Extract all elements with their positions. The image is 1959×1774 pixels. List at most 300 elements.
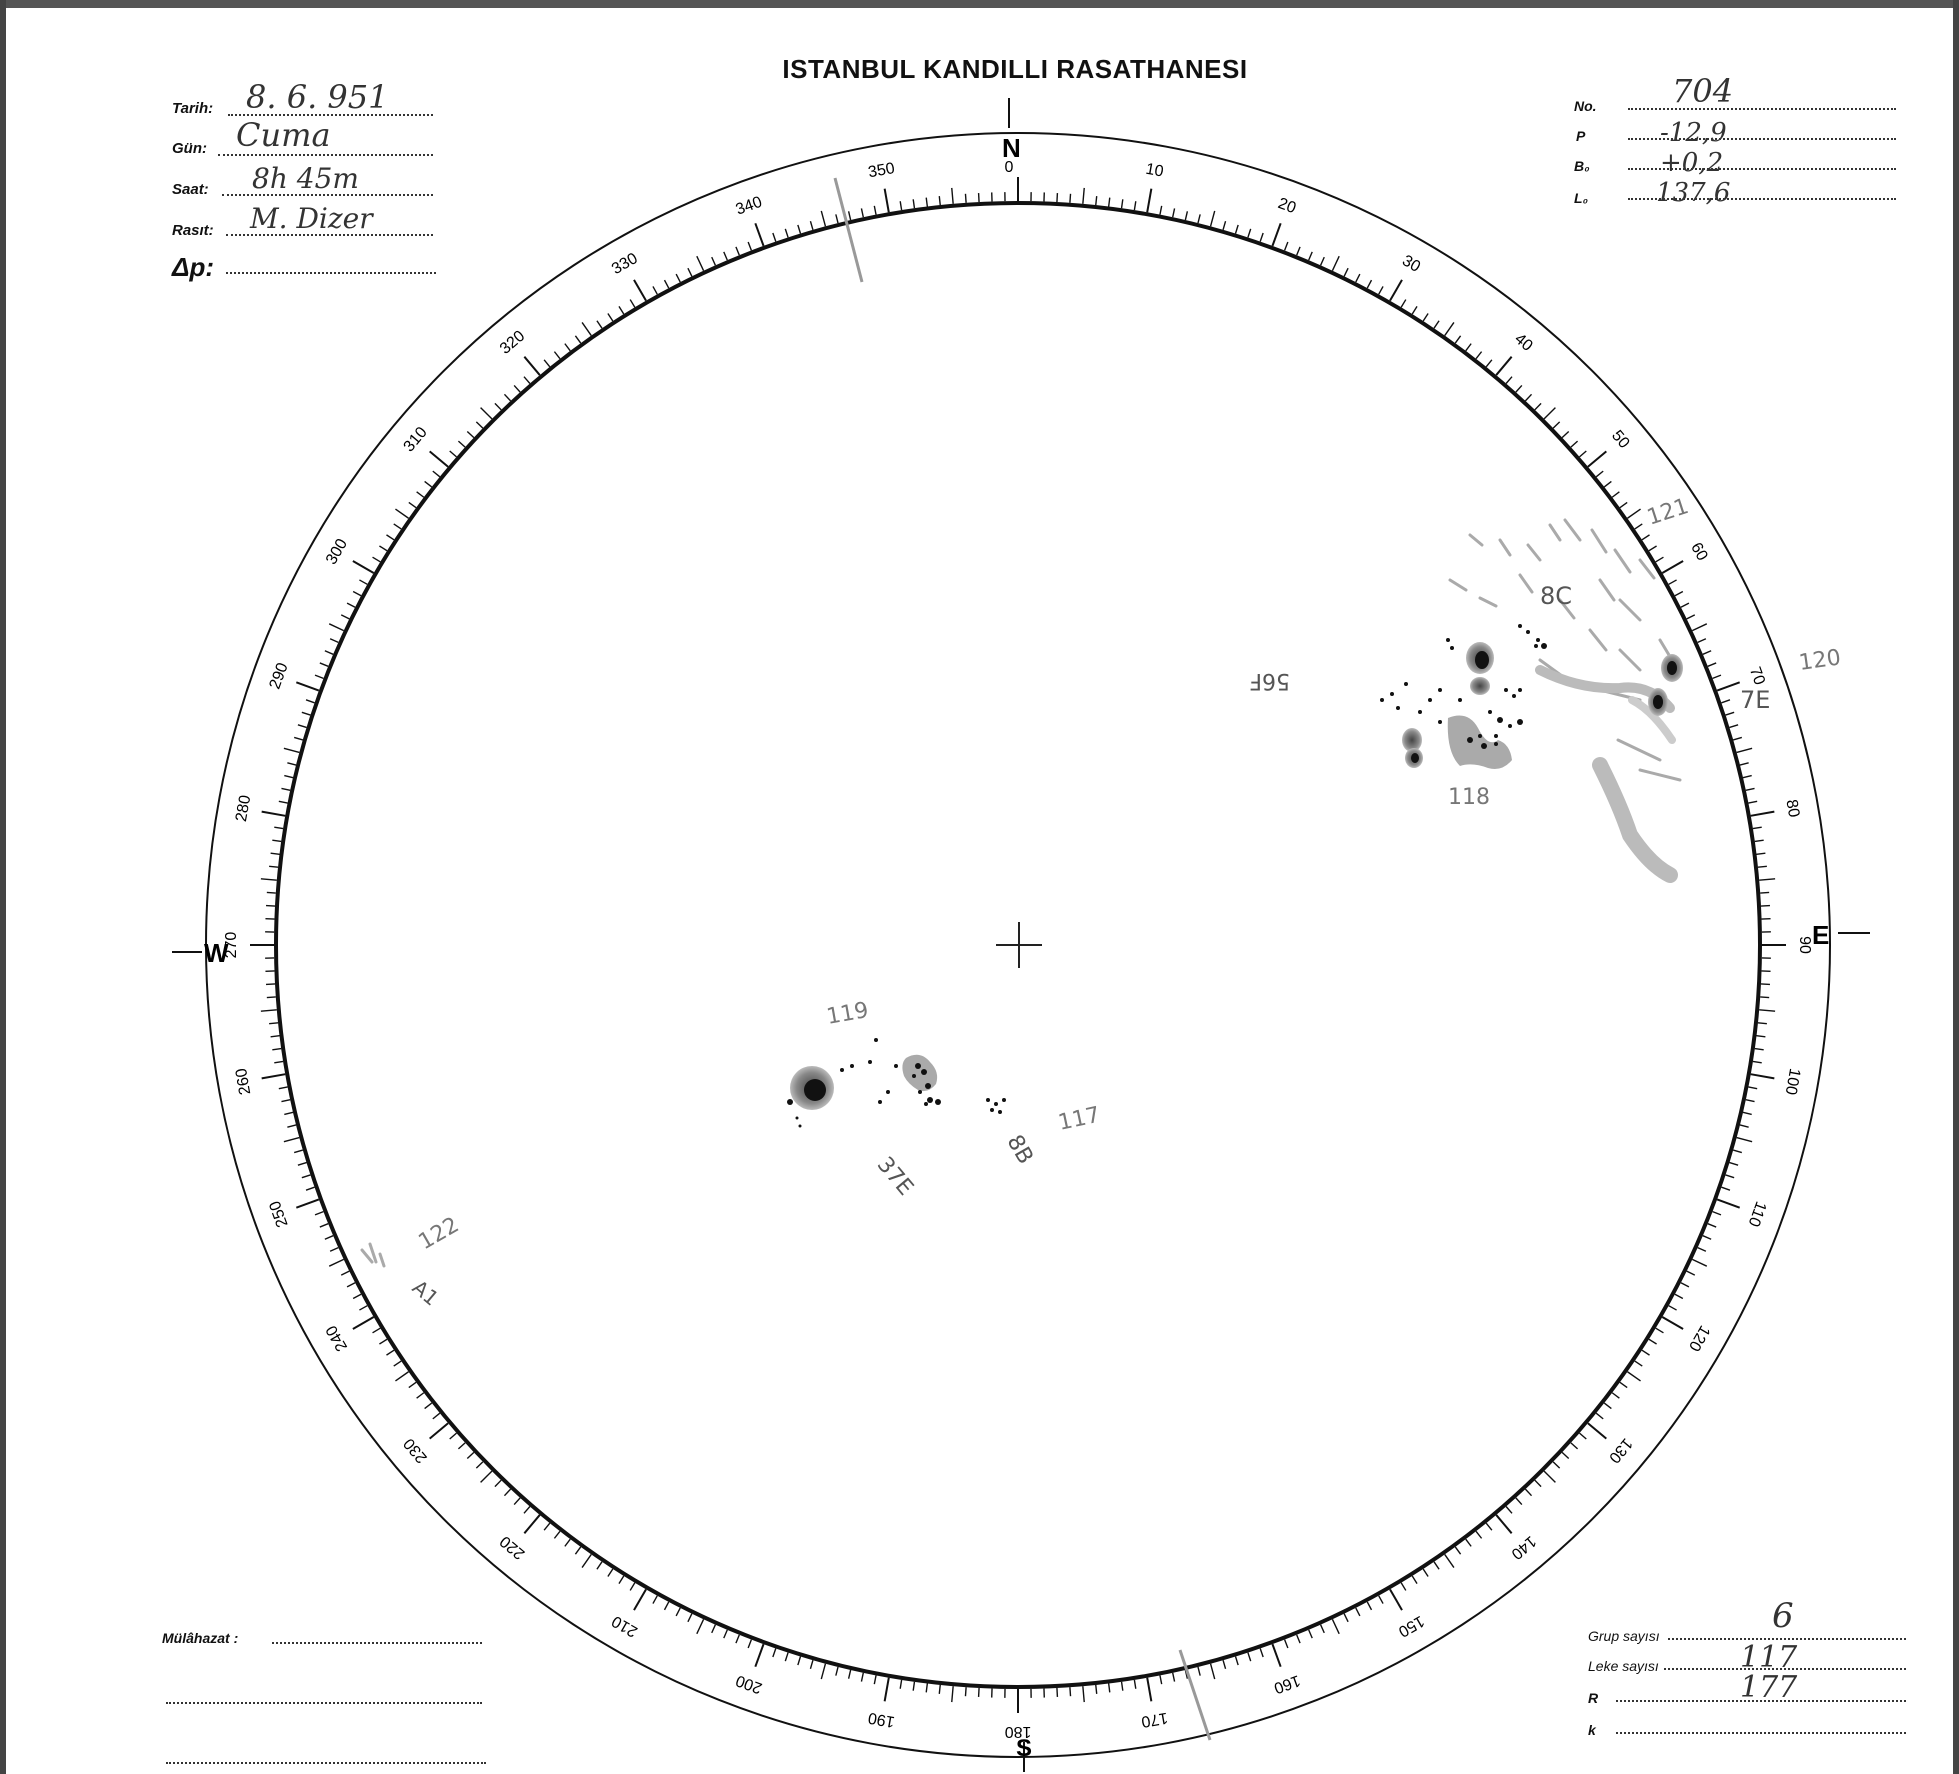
scale-tick (1588, 1423, 1606, 1438)
scale-tick (409, 1382, 416, 1387)
scale-label: 300 (323, 536, 352, 568)
scale-tick (1562, 431, 1569, 437)
north-label: N (1002, 133, 1021, 163)
scale-tick (630, 1583, 635, 1591)
scale-tick (296, 1199, 319, 1207)
scale-tick (755, 223, 763, 246)
scale-tick (325, 1236, 333, 1240)
scale-tick (353, 591, 361, 595)
scale-tick (913, 199, 914, 208)
field-label-day: Gün: (172, 140, 207, 157)
scale-tick (1713, 675, 1721, 678)
scale-tick (353, 561, 374, 573)
scale-tick (1726, 712, 1735, 715)
scale-tick (417, 1393, 424, 1398)
scale-tick (1185, 211, 1187, 220)
scale-tick (1160, 206, 1162, 215)
scale-label: 290 (266, 660, 292, 692)
scale-label: 80 (1782, 798, 1803, 819)
scale-tick (1571, 441, 1578, 447)
scale-tick (1516, 385, 1522, 392)
scale-tick (302, 712, 311, 715)
scale-tick (495, 403, 501, 409)
scale-tick (1321, 257, 1325, 265)
scale-tick (810, 221, 812, 230)
scale-tick (272, 1049, 281, 1050)
scale-tick (1708, 663, 1716, 666)
scale-tick (849, 211, 851, 220)
scale-tick (913, 1682, 914, 1691)
scale-tick (1726, 1175, 1735, 1178)
scale-label: 60 (1687, 539, 1711, 564)
scale-label: 260 (232, 1066, 255, 1097)
scale-tick (676, 1608, 680, 1616)
scale-tick (524, 357, 539, 375)
scale-label: 10 (1144, 160, 1165, 181)
scale-label: 210 (609, 1611, 641, 1640)
scale-tick (347, 603, 355, 607)
scale-tick (1756, 1036, 1765, 1037)
scale-tick (1285, 1640, 1288, 1648)
scale-tick (736, 247, 739, 255)
scale-tick (386, 1350, 394, 1355)
scale-tick (1756, 853, 1765, 854)
scale-tick (450, 451, 457, 457)
scale-tick (900, 201, 901, 210)
scale-tick (467, 1452, 474, 1458)
scale-tick (1740, 1125, 1749, 1127)
scale-tick (1729, 1163, 1738, 1166)
scale-tick (1733, 737, 1742, 739)
scale-label: 250 (266, 1198, 292, 1230)
scale-tick (1604, 1403, 1611, 1409)
scale-tick (330, 639, 338, 643)
scale-tick (1356, 1608, 1360, 1616)
scale-tick (664, 1602, 668, 1610)
scale-tick (1553, 1462, 1559, 1468)
center-cross (996, 922, 1042, 968)
scale-tick (262, 1074, 286, 1078)
sunspot-region-southwest (787, 1038, 1006, 1128)
scale-tick (1496, 1515, 1511, 1533)
scale-tick (544, 360, 550, 367)
scale-label: 140 (1507, 1532, 1540, 1563)
scale-tick (1596, 1413, 1603, 1419)
scale-label: 20 (1275, 195, 1299, 218)
scale-tick (1687, 1271, 1695, 1275)
scale-tick (481, 408, 492, 419)
field-label-date: Tarih: (172, 100, 214, 117)
spot-count-label: Leke sayısı (1588, 1658, 1659, 1674)
scale-tick (554, 1531, 560, 1538)
scale-tick (1692, 624, 1707, 631)
south-label: S (1016, 1735, 1033, 1762)
field-value-l0: 137,6 (1656, 178, 1731, 208)
scale-tick (458, 1443, 465, 1449)
scale-tick (279, 1087, 288, 1089)
scale-tick (279, 801, 288, 803)
scale-tick (1486, 1523, 1492, 1530)
scale-tick (885, 189, 889, 213)
scale-tick (1525, 1489, 1531, 1496)
scale-tick (1248, 1653, 1251, 1662)
scale-tick (1096, 1685, 1097, 1694)
east-label: E (1812, 920, 1830, 950)
label-group-119: 119 (824, 997, 871, 1030)
scale-tick (1367, 1602, 1371, 1610)
scale-tick (1620, 502, 1627, 507)
scale-tick (1134, 201, 1135, 210)
scale-tick (1356, 274, 1360, 282)
scale-tick (467, 431, 474, 437)
scale-tick (1751, 812, 1775, 816)
scale-tick (798, 1656, 801, 1665)
scale-tick (619, 306, 624, 314)
scale-label: 70 (1745, 664, 1768, 688)
field-value-time: 8h 45m (252, 162, 359, 195)
scale-tick (1703, 651, 1711, 655)
scale-tick (1455, 336, 1460, 343)
field-label-p: P (1576, 128, 1586, 144)
scale-tick (1737, 1138, 1752, 1142)
scale-tick (1553, 422, 1559, 428)
scale-tick (267, 892, 276, 893)
scale-tick (1297, 247, 1300, 255)
alignment-mark-north (835, 178, 862, 282)
scale-tick (608, 313, 613, 321)
scale-tick (900, 1680, 901, 1689)
scale-tick (1122, 199, 1123, 208)
scale-tick (1604, 481, 1611, 487)
scale-tick (1758, 866, 1767, 867)
scale-tick (315, 675, 323, 678)
scale-label: 130 (1605, 1434, 1636, 1467)
scale-tick (1703, 1236, 1711, 1240)
scale-tick (274, 1061, 283, 1062)
scale-tick (1211, 211, 1215, 226)
west-label: W (204, 938, 229, 968)
scale-tick (1544, 408, 1555, 419)
scale-tick (341, 615, 349, 619)
scale-label: 50 (1608, 427, 1633, 452)
scale-tick (1445, 1554, 1454, 1567)
scale-tick (271, 1036, 280, 1037)
scale-tick (554, 352, 560, 359)
scale-tick (1476, 352, 1482, 359)
scale-label: 30 (1399, 252, 1424, 276)
scale-tick (1753, 827, 1762, 828)
scale-tick (1669, 580, 1677, 584)
field-label-b0: B₀ (1574, 158, 1590, 174)
scale-label: 40 (1511, 330, 1536, 355)
scale-tick (1662, 1317, 1683, 1329)
scale-label: 310 (400, 423, 431, 456)
scale-tick (1147, 189, 1151, 213)
scale-tick (281, 1100, 290, 1102)
scale-label: 170 (1139, 1708, 1170, 1731)
scale-tick (1096, 196, 1097, 205)
scale-tick (481, 1471, 492, 1482)
scale-tick (1344, 268, 1348, 276)
scale-tick (1332, 256, 1339, 271)
scale-tick (565, 1539, 570, 1546)
field-label-time: Saat: (172, 181, 209, 198)
scale-tick (294, 737, 303, 739)
scale-label: 100 (1781, 1066, 1804, 1097)
scale-tick (1379, 286, 1383, 294)
scale-tick (653, 1596, 657, 1604)
scale-tick (1379, 1596, 1383, 1604)
scan-edge-right (1953, 0, 1959, 1774)
scale-tick (619, 1576, 624, 1584)
label-class-8c: 8C (1540, 582, 1573, 610)
scale-tick (1083, 1686, 1084, 1702)
scale-tick (926, 1683, 927, 1692)
scale-tick (773, 1648, 776, 1657)
sunspot-region-west-limb (362, 1244, 384, 1266)
scale-tick (1746, 1100, 1755, 1102)
scale-label: 320 (496, 327, 529, 358)
scale-tick (798, 225, 801, 234)
scale-tick (1642, 1350, 1650, 1355)
field-label-observer: Rasıt: (172, 222, 214, 239)
scale-tick (634, 280, 646, 301)
scale-tick (1562, 1452, 1569, 1458)
scale-tick (597, 321, 602, 328)
scale-tick (1401, 1583, 1406, 1591)
scale-tick (1506, 377, 1512, 384)
scale-tick (395, 1372, 408, 1381)
scale-tick (1753, 1061, 1762, 1062)
scale-tick (330, 1248, 338, 1252)
scale-tick (373, 557, 381, 562)
scale-label: 110 (1744, 1199, 1770, 1229)
scale-label: 230 (400, 1434, 431, 1467)
label-class-7e: 7E (1740, 686, 1771, 714)
scale-tick (430, 451, 448, 466)
scale-tick (597, 1562, 602, 1569)
field-value-p: -12,9 (1660, 118, 1727, 148)
remarks-label: Mülâhazat : (162, 1630, 239, 1646)
scale-label: 200 (733, 1671, 765, 1697)
scale-tick (1627, 1372, 1640, 1381)
scale-tick (836, 1667, 838, 1676)
label-group-121: 121 (1644, 493, 1692, 531)
spot-count-value: 117 (1740, 1640, 1798, 1675)
page-title: ISTANBUL KANDILLI RASATHANESI (782, 54, 1248, 84)
scale-tick (939, 196, 940, 205)
field-value-observer: M. Dizer (250, 202, 373, 235)
scale-tick (861, 208, 863, 217)
scale-tick (748, 242, 751, 250)
scale-tick (1760, 892, 1769, 893)
scale-tick (353, 1317, 374, 1329)
scale-tick (1173, 208, 1175, 217)
scale-tick (952, 188, 953, 204)
scale-tick (1758, 1023, 1767, 1024)
scale-tick (634, 1589, 646, 1610)
label-group-117: 117 (1056, 1102, 1103, 1136)
scan-edge-top (0, 0, 1959, 8)
scale-tick (676, 274, 680, 282)
scale-tick (874, 206, 876, 215)
scale-tick (582, 322, 591, 335)
scale-tick (952, 1686, 953, 1702)
scale-label: 220 (496, 1532, 529, 1563)
scale-tick (274, 827, 283, 828)
scale-tick (965, 194, 966, 203)
scale-tick (320, 1224, 328, 1227)
scale-tick (748, 1640, 751, 1648)
scale-tick (271, 853, 280, 854)
scale-tick (1588, 451, 1606, 466)
scale-tick (1669, 1306, 1677, 1310)
scale-tick (1516, 1498, 1522, 1505)
scale-tick (1743, 776, 1752, 778)
scale-tick (1755, 840, 1764, 841)
scale-tick (653, 286, 657, 294)
scale-tick (1698, 639, 1706, 643)
scale-tick (524, 1507, 530, 1514)
scale-tick (810, 1660, 812, 1669)
scale-tick (1708, 1224, 1716, 1227)
scale-tick (409, 502, 416, 507)
scale-tick (1248, 229, 1251, 238)
scale-tick (712, 257, 716, 265)
scale-tick (514, 385, 520, 392)
scale-label: 150 (1395, 1611, 1427, 1640)
label-group-120: 120 (1797, 645, 1843, 676)
scale-tick (341, 1271, 349, 1275)
scale-tick (353, 1294, 361, 1298)
scale-tick (1466, 344, 1471, 351)
scale-label: 280 (232, 793, 255, 824)
scale-tick (1285, 242, 1288, 250)
scale-tick (329, 624, 344, 631)
scale-tick (1109, 1683, 1110, 1692)
scale-tick (1525, 394, 1531, 401)
scale-tick (697, 1619, 704, 1634)
scale-tick (874, 1675, 876, 1684)
scale-tick (836, 214, 838, 223)
scale-tick (262, 812, 286, 816)
scale-tick (433, 1413, 440, 1419)
scale-tick (821, 1664, 825, 1679)
scale-tick (329, 1259, 344, 1266)
scale-tick (504, 1489, 510, 1496)
scale-tick (1535, 1480, 1541, 1486)
scale-label: 330 (609, 250, 641, 279)
scale-tick (294, 1150, 303, 1152)
scale-tick (664, 280, 668, 288)
scale-tick (1236, 225, 1239, 234)
scale-tick (261, 1010, 277, 1011)
scale-tick (359, 580, 367, 584)
scale-tick (544, 1523, 550, 1530)
scale-tick (514, 1498, 520, 1505)
scale-tick (306, 1187, 315, 1190)
scale-tick (272, 840, 281, 841)
label-group-118: 118 (1448, 785, 1490, 810)
scale-tick (1486, 360, 1492, 367)
scale-tick (1627, 509, 1640, 518)
scale-tick (1649, 1339, 1657, 1344)
scale-label: 160 (1271, 1671, 1303, 1697)
scale-tick (373, 1328, 381, 1333)
field-label-delta-p: Δp: (172, 252, 214, 282)
scale-tick (1401, 300, 1406, 308)
scale-tick (688, 268, 692, 276)
scale-tick (630, 300, 635, 308)
scale-label: 180 (1004, 1722, 1032, 1740)
scale-tick (386, 535, 394, 540)
label-class-37e: 37E (871, 1152, 918, 1201)
group-count-label: Grup sayısı (1588, 1628, 1660, 1644)
scale-tick (298, 1163, 307, 1166)
k-label: k (1588, 1722, 1596, 1738)
scale-tick (298, 725, 307, 728)
scale-tick (476, 1462, 482, 1468)
field-label-no: No. (1574, 98, 1597, 114)
scale-tick (1309, 1630, 1313, 1638)
scale-tick (1717, 1199, 1740, 1207)
scale-tick (565, 344, 570, 351)
scale-tick (1272, 1644, 1280, 1667)
scale-tick (1596, 471, 1603, 477)
scale-tick (425, 1403, 432, 1409)
scale-tick (306, 700, 315, 703)
scale-tick (458, 441, 465, 447)
scale-tick (1535, 403, 1541, 409)
scale-tick (1321, 1625, 1325, 1633)
scale-tick (697, 256, 704, 271)
scale-tick (1445, 322, 1454, 335)
scale-label: 90 (1795, 936, 1813, 954)
scale-tick (325, 651, 333, 655)
scale-tick (1390, 1589, 1402, 1610)
scale-tick (394, 524, 401, 529)
scale-tick (1297, 1635, 1300, 1643)
scale-tick (1642, 535, 1650, 540)
scale-tick (1729, 725, 1738, 728)
scale-tick (524, 377, 530, 384)
scale-tick (821, 211, 825, 226)
scale-tick (1272, 223, 1280, 246)
scale-tick (284, 1112, 293, 1114)
scale-tick (1698, 1248, 1706, 1252)
scale-tick (1748, 1087, 1757, 1089)
scale-tick (575, 1547, 580, 1554)
scale-tick (1620, 1382, 1627, 1387)
scale-tick (1755, 1049, 1764, 1050)
scale-tick (1580, 1433, 1587, 1439)
scale-tick (1496, 357, 1511, 375)
scale-tick (1717, 682, 1740, 690)
field-value-b0: +0,2 (1660, 148, 1724, 178)
field-value-day: Cuma (236, 116, 331, 154)
scale-tick (773, 233, 776, 242)
scale-tick (1713, 1212, 1721, 1215)
scale-tick (1687, 615, 1695, 619)
scale-tick (347, 1283, 355, 1287)
scale-tick (849, 1670, 851, 1679)
scale-tick (1743, 1112, 1752, 1114)
scale-tick (608, 1569, 613, 1577)
scale-tick (1681, 603, 1689, 607)
scale-tick (1748, 801, 1757, 803)
field-value-date: 8. 6. 951 (246, 78, 389, 116)
scale-tick (1223, 221, 1225, 230)
